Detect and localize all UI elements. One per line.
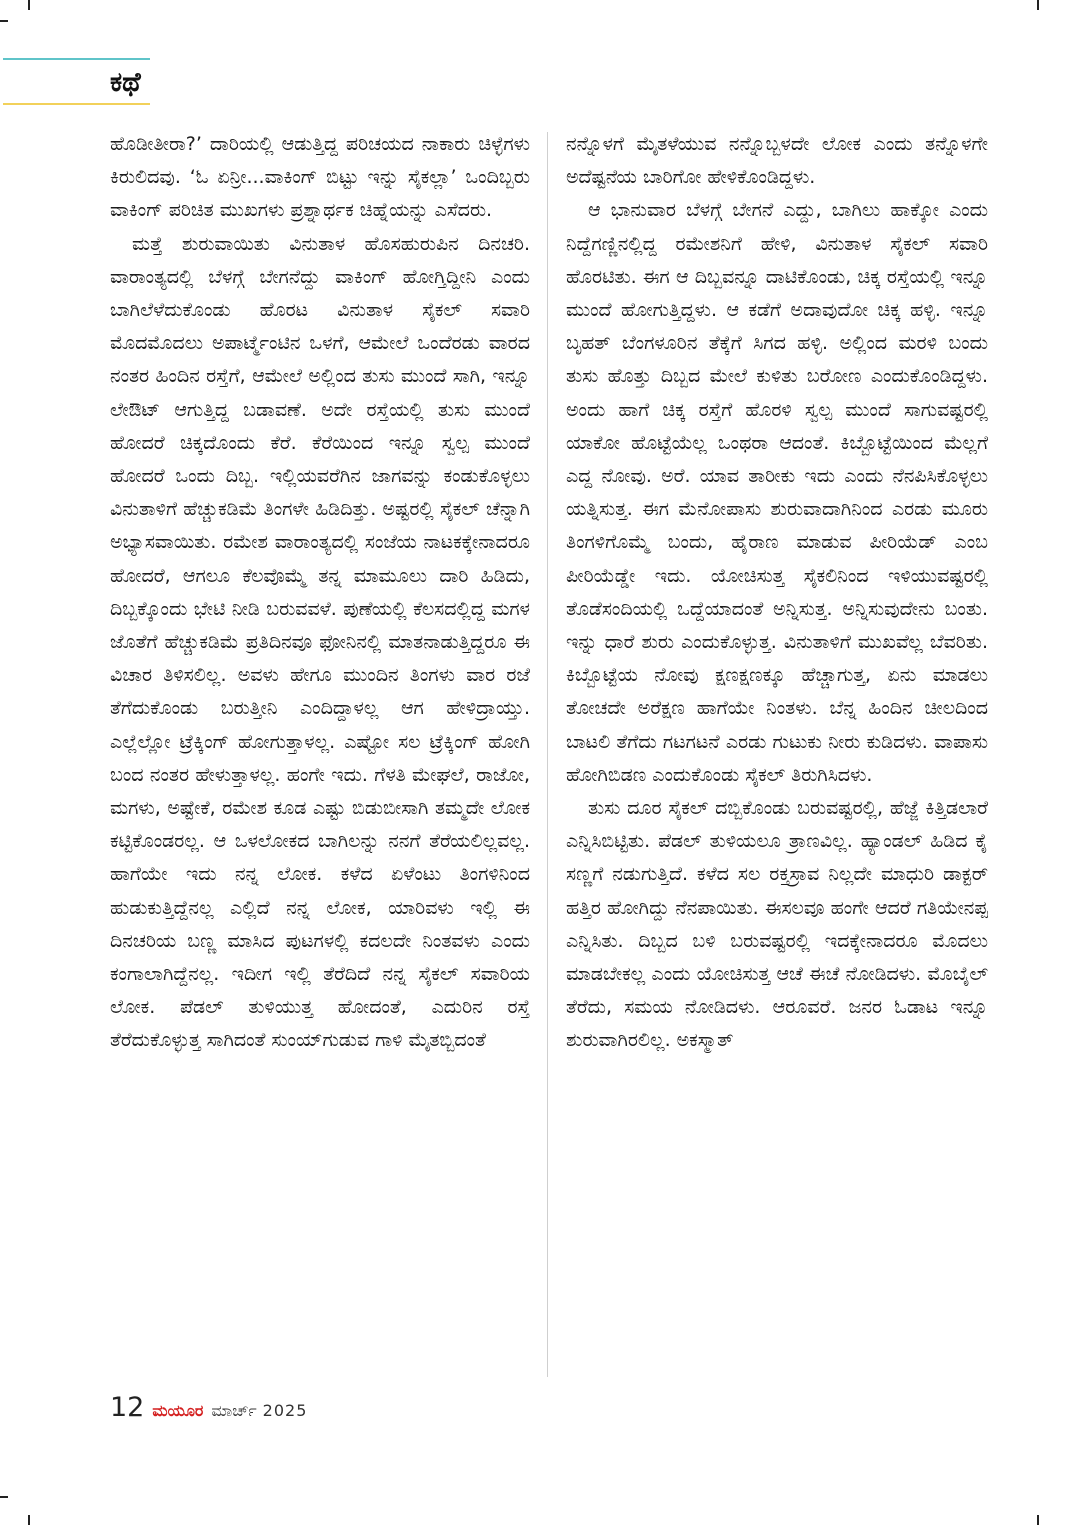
right-text-column: [566, 128, 988, 1378]
crop-mark-bottom-left-h: [0, 1496, 8, 1498]
crop-mark-bottom-right: [1037, 1515, 1039, 1525]
paragraph: ನನ್ನೊಳಗೆ ಮೈತಳೆಯುವ ನನ್ನೊಬ್ಬಳದೇ ಲೋಕ ಎಂದು ತನ್ನೊಳಗೇ ಅದೆಷ್ಟನೆಯ ಬಾರಿಗೋ ಹೇಳಿಕೊಂಡಿದ್ದಳು.: [566, 133, 988, 189]
magazine-logo: ಮಯೂರ: [152, 1401, 204, 1420]
paragraph: ಆ ಭಾನುವಾರ ಬೆಳಗ್ಗೆ ಬೇಗನೆ ಎದ್ದು, ಬಾಗಿಲು ಹಾಕ್ಕೋ ಎಂದು ನಿದ್ದೆಗಣ್ಣಿನಲ್ಲಿದ್ದ ರಮೇಶನಿಗೆ ಹೇಳಿ, ವಿನುತಾಳ ಸೈಕಲ್ ಸವಾರಿ ಹೊರಟಿತು. ಈಗ ಆ ದಿಬ್ಬವನ್ನೂ ದಾಟಿಕೊಂಡು, ಚಿಕ್ಕ ರಸ್ತೆಯಲ್ಲಿ ಇನ್ನೂ ಮುಂದೆ ಹೋಗುತ್ತಿದ್ದಳು. ಆ ಕಡೆಗೆ ಅದಾವುದೋ ಚಿಕ್ಕ ಹಳ್ಳಿ. ಇನ್ನೂ ಬೃಹತ್ ಬೆಂಗಳೂರಿನ ತೆಕ್ಕೆಗೆ ಸಿಗದ ಹಳ್ಳಿ. ಅಲ್ಲಿಂದ ಮರಳಿ ಬಂದು ತುಸು ಹೊತ್ತು ದಿಬ್ಬದ ಮೇಲೆ ಕುಳಿತು ಬರೋಣ ಎಂದುಕೊಂಡಿದ್ದಳು. ಅಂದು ಹಾಗೆ ಚಿಕ್ಕ ರಸ್ತೆಗೆ ಹೊರಳಿ ಸ್ವಲ್ಪ ಮುಂದೆ ಸಾಗುವಷ್ಟರಲ್ಲಿ ಯಾಕೋ ಹೊಟ್ಟೆಯೆಲ್ಲ ಒಂಥರಾ ಆದಂತೆ. ಕಿಬ್ಬೊಟ್ಟೆಯಿಂದ ಮೆಲ್ಲಗೆ ಎದ್ದ ನೋವು. ಅರೆ. ಯಾವ ತಾರೀಕು ಇದು ಎಂದು ನೆನಪಿಸಿಕೊಳ್ಳಲು ಯತ್ನಿಸುತ್ತ. ಈಗ ಮೆನೋಪಾಸು ಶುರುವಾದಾಗಿನಿಂದ ಎರಡು ಮೂರು ತಿಂಗಳಿಗೊಮ್ಮೆ ಬಂದು, ಹೈರಾಣ ಮಾಡುವ ಪೀರಿಯೆಡ್ ಎಂಬ ಪೀರಿಯೆಡ್ಡೇ ಇದು. ಯೋಚಿಸುತ್ತ ಸೈಕಲಿನಿಂದ ಇಳಿಯುವಷ್ಟರಲ್ಲಿ ತೊಡೆಸಂದಿಯಲ್ಲಿ ಒದ್ದೆಯಾದಂತೆ ಅನ್ನಿಸುತ್ತ. ಅನ್ನಿಸುವುದೇನು ಬಂತು. ಇನ್ನು ಧಾರೆ ಶುರು ಎಂದುಕೊಳ್ಳುತ್ತ. ವಿನುತಾಳಿಗೆ ಮುಖವೆಲ್ಲ ಬೆವರಿತು. ಕಿಬ್ಬೊಟ್ಟೆಯ ನೋವು ಕ್ಷಣಕ್ಷಣಕ್ಕೂ ಹೆಚ್ಚಾಗುತ್ತ, ಏನು ಮಾಡಲು ತೋಚದೇ ಅರೆಕ್ಷಣ ಹಾಗೆಯೇ ನಿಂತಳು. ಬೆನ್ನ ಹಿಂದಿನ ಚೀಲದಿಂದ ಬಾಟಲಿ ತೆಗೆದು ಗಟಗಟನೆ ಎರಡು ಗುಟುಕು ನೀರು ಕುಡಿದಳು. ವಾಪಾಸು ಹೋಗಿಬಿಡಣ ಎಂದುಕೊಂಡು ಸೈಕಲ್ ತಿರುಗಿಸಿದಳು.: [566, 199, 988, 786]
page-number: 12: [110, 1392, 145, 1423]
issue-month: ಮಾರ್ಚ್: [211, 1401, 257, 1420]
crop-mark-top-left: [28, 0, 30, 10]
issue-year: 2025: [262, 1401, 308, 1420]
left-text-column: [110, 128, 530, 1378]
crop-mark-top-left-h: [0, 20, 8, 22]
paragraph: ತುಸು ದೂರ ಸೈಕಲ್ ದಬ್ಬಿಕೊಂಡು ಬರುವಷ್ಟರಲ್ಲಿ, ಹೆಜ್ಜೆ ಕಿತ್ತಿಡಲಾರೆ ಎನ್ನಿಸಿಬಿಟ್ಟಿತು. ಪೆಡಲ್ ತುಳಿಯಲೂ ತ್ರಾಣವಿಲ್ಲ. ಹ್ಯಾಂಡಲ್ ಹಿಡಿದ ಕೈ ಸಣ್ಣಗೆ ನಡುಗುತ್ತಿದೆ. ಕಳೆದ ಸಲ ರಕ್ತಸ್ರಾವ ನಿಲ್ಲದೇ ಮಾಧುರಿ ಡಾಕ್ಟರ್ ಹತ್ತಿರ ಹೋಗಿದ್ದು ನೆನಪಾಯಿತು. ಈಸಲವೂ ಹಂಗೇ ಆದರೆ ಗತಿಯೇನಪ್ಪ ಎನ್ನಿಸಿತು. ದಿಬ್ಬದ ಬಳಿ ಬರುವಷ್ಟರಲ್ಲಿ ಇದಕ್ಕೇನಾದರೂ ಮೊದಲು ಮಾಡಬೇಕಲ್ಲ ಎಂದು ಯೋಚಿಸುತ್ತ ಆಚೆ ಈಚೆ ನೋಡಿದಳು. ಮೊಬೈಲ್ ತೆರೆದು, ಸಮಯ ನೋಡಿದಳು. ಆರೂವರೆ. ಜನರ ಓಡಾಟ ಇನ್ನೂ ಶುರುವಾಗಿರಲಿಲ್ಲ. ಅಕಸ್ಮಾತ್: [566, 797, 988, 1052]
column-divider: [547, 132, 548, 1377]
section-label: ಕಥೆ: [110, 67, 141, 98]
header-rule-yellow: [3, 103, 150, 105]
paragraph: ಹೊಡೀತೀರಾ?’ ದಾರಿಯಲ್ಲಿ ಆಡುತ್ತಿದ್ದ ಪರಿಚಯದ ನಾಕಾರು ಚಿಳ್ಳೆಗಳು ಕಿರುಲಿದವು. ‘ಓ ಏನ್ರೀ...ವಾಕಿಂಗ್ ಬಿಟ್ಟು ಇನ್ನು ಸೈಕಲ್ಲಾ’ ಒಂದಿಬ್ಬರು ವಾಕಿಂಗ್ ಪರಿಚಿತ ಮುಖಗಳು ಪ್ರಶ್ನಾರ್ಥಕ ಚಿಹ್ನೆಯನ್ನು ಎಸೆದರು.: [110, 133, 530, 222]
crop-mark-bottom-left: [28, 1515, 30, 1525]
header-rule-teal: [3, 58, 150, 60]
paragraph: ಮತ್ತೆ ಶುರುವಾಯಿತು ವಿನುತಾಳ ಹೊಸಹುರುಪಿನ ದಿನಚರಿ. ವಾರಾಂತ್ಯದಲ್ಲಿ ಬೆಳಗ್ಗೆ ಬೇಗನೆದ್ದು ವಾಕಿಂಗ್ ಹೋಗ್ತಿದ್ದೀನಿ ಎಂದು ಬಾಗಿಲೆಳೆದುಕೊಂಡು ಹೊರಟ ವಿನುತಾಳ ಸೈಕಲ್ ಸವಾರಿ ಮೊದಮೊದಲು ಅಪಾರ್ಟ್ಮೆಂಟಿನ ಒಳಗೆ, ಆಮೇಲೆ ಒಂದೆರಡು ವಾರದ ನಂತರ ಹಿಂದಿನ ರಸ್ತೆಗೆ, ಆಮೇಲೆ ಅಲ್ಲಿಂದ ತುಸು ಮುಂದೆ ಸಾಗಿ, ಇನ್ನೂ ಲೇಔಟ್ ಆಗುತ್ತಿದ್ದ ಬಡಾವಣೆ. ಅದೇ ರಸ್ತೆಯಲ್ಲಿ ತುಸು ಮುಂದೆ ಹೋದರೆ ಚಿಕ್ಕದೊಂದು ಕೆರೆ. ಕೆರೆಯಿಂದ ಇನ್ನೂ ಸ್ವಲ್ಪ ಮುಂದೆ ಹೋದರೆ ಒಂದು ದಿಬ್ಬ. ಇಲ್ಲಿಯವರೆಗಿನ ಜಾಗವನ್ನು ಕಂಡುಕೊಳ್ಳಲು ವಿನುತಾಳಿಗೆ ಹೆಚ್ಚುಕಡಿಮೆ ತಿಂಗಳೇ ಹಿಡಿದಿತ್ತು. ಅಷ್ಟರಲ್ಲಿ ಸೈಕಲ್ ಚೆನ್ನಾಗಿ ಅಭ್ಯಾಸವಾಯಿತು. ರಮೇಶ ವಾರಾಂತ್ಯದಲ್ಲಿ ಸಂಜೆಯ ನಾಟಕಕ್ಕೇನಾದರೂ ಹೋದರೆ, ಆಗಲೂ ಕೆಲವೊಮ್ಮೆ ತನ್ನ ಮಾಮೂಲು ದಾರಿ ಹಿಡಿದು, ದಿಬ್ಬಕ್ಕೊಂದು ಭೇಟಿ ನೀಡಿ ಬರುವವಳೆ. ಪುಣೆಯಲ್ಲಿ ಕೆಲಸದಲ್ಲಿದ್ದ ಮಗಳ ಜೊತೆಗೆ ಹೆಚ್ಚುಕಡಿಮೆ ಪ್ರತಿದಿನವೂ ಫೋನಿನಲ್ಲಿ ಮಾತನಾಡುತ್ತಿದ್ದರೂ ಈ ವಿಚಾರ ತಿಳಿಸಲಿಲ್ಲ. ಅವಳು ಹೇಗೂ ಮುಂದಿನ ತಿಂಗಳು ವಾರ ರಜೆ ತೆಗೆದುಕೊಂಡು ಬರುತ್ತೀನಿ ಎಂದಿದ್ದಾಳಲ್ಲ ಆಗ ಹೇಳಿದ್ರಾಯ್ತು. ಎಲ್ಲೆಲ್ಲೋ ಟ್ರೆಕ್ಕಿಂಗ್ ಹೋಗುತ್ತಾಳಲ್ಲ. ಎಷ್ಟೋ ಸಲ ಟ್ರೆಕ್ಕಿಂಗ್ ಹೋಗಿ ಬಂದ ನಂತರ ಹೇಳುತ್ತಾಳಲ್ಲ. ಹಂಗೇ ಇದು. ಗೆಳತಿ ಮೇಘಲೆ, ರಾಜೋ, ಮಗಳು, ಅಷ್ಟೇಕೆ, ರಮೇಶ ಕೂಡ ಎಷ್ಟು ಬಿಡುಬೀಸಾಗಿ ತಮ್ಮದೇ ಲೋಕ ಕಟ್ಟಿಕೊಂಡರಲ್ಲ. ಆ ಒಳಲೋಕದ ಬಾಗಿಲನ್ನು ನನಗೆ ತೆರೆಯಲಿಲ್ಲವಲ್ಲ. ಹಾಗೆಯೇ ಇದು ನನ್ನ ಲೋಕ. ಕಳೆದ ಏಳೆಂಟು ತಿಂಗಳಿನಿಂದ ಹುಡುಕುತ್ತಿದ್ದೆನಲ್ಲ ಎಲ್ಲಿದೆ ನನ್ನ ಲೋಕ, ಯಾರಿವಳು ಇಲ್ಲಿ ಈ ದಿನಚರಿಯ ಬಣ್ಣ ಮಾಸಿದ ಪುಟಗಳಲ್ಲಿ ಕದಲದೇ ನಿಂತವಳು ಎಂದು ಕಂಗಾಲಾಗಿದ್ದೆನಲ್ಲ. ಇದೀಗ ಇಲ್ಲಿ ತೆರೆದಿದೆ ನನ್ನ ಸೈಕಲ್ ಸವಾರಿಯ ಲೋಕ. ಪೆಡಲ್ ತುಳಿಯುತ್ತ ಹೋದಂತೆ, ಎದುರಿನ ರಸ್ತೆ ತೆರೆದುಕೊಳ್ಳುತ್ತ ಸಾಗಿದಂತೆ ಸುಂಯ್‌ಗುಡುವ ಗಾಳಿ ಮೈತಬ್ಬಿದಂತೆ: [110, 232, 530, 1052]
page-footer: [110, 1392, 307, 1428]
crop-mark-top-right: [1037, 0, 1039, 10]
